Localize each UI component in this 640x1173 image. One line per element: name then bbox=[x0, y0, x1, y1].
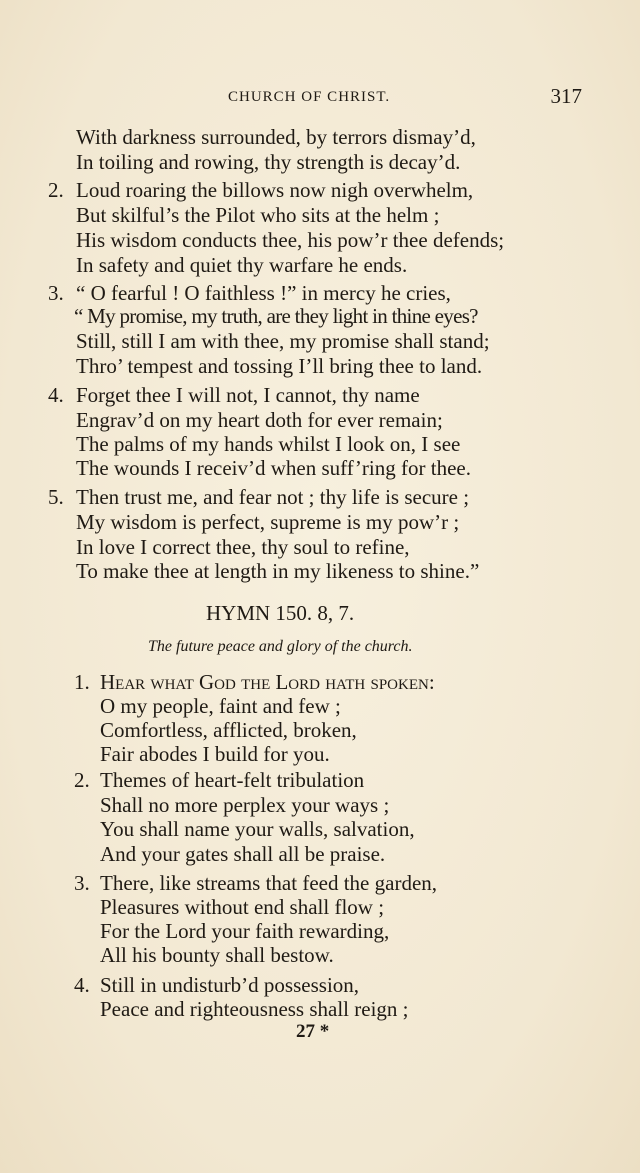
hymn150-verse-3-line-3: For the Lord your faith rewarding, bbox=[100, 919, 390, 943]
hymn149-verse-3-line-2: “ My promise, my truth, are they light in thine eyes? bbox=[74, 304, 478, 328]
hymn149-continuation-line-2: In toiling and rowing, thy strength is decay’d. bbox=[76, 150, 461, 174]
hymn150-verse-1-line-1: Hear what God the Lord hath spoken: bbox=[100, 670, 435, 694]
hymn149-verse-2-line-4: In safety and quiet thy warfare he ends. bbox=[76, 253, 408, 277]
hymn149-verse-3-line-4: Thro’ tempest and tossing I’ll bring thee to land. bbox=[76, 354, 483, 378]
hymn149-verse-5-line-2: My wisdom is perfect, supreme is my pow’r ; bbox=[76, 510, 460, 534]
hymn149-verse-3-number: 3. bbox=[48, 281, 64, 305]
hymn149-continuation-line-1: With darkness surrounded, by terrors dismay’d, bbox=[76, 125, 476, 149]
hymn149-verse-2-number: 2. bbox=[48, 178, 64, 202]
hymn150-verse-2-line-2: Shall no more perplex your ways ; bbox=[100, 793, 390, 817]
hymn149-verse-4-line-4: The wounds I receiv’d when suff’ring for thee. bbox=[76, 456, 471, 480]
signature-mark: 27 * bbox=[296, 1021, 330, 1042]
hymn150-verse-1-line-4: Fair abodes I build for you. bbox=[100, 742, 330, 766]
hymn149-verse-4-line-2: Engrav’d on my heart doth for ever remain; bbox=[76, 408, 443, 432]
hymn149-verse-2-line-3: His wisdom conducts thee, his pow’r thee defends; bbox=[76, 228, 505, 252]
hymn150-verse-1-line-2: O my people, faint and few ; bbox=[100, 694, 341, 718]
hymn149-verse-2-line-1: Loud roaring the billows now nigh overwhelm, bbox=[76, 178, 474, 202]
hymn150-verse-1-line-3: Comfortless, afflicted, broken, bbox=[100, 718, 357, 742]
hymn149-verse-4-line-3: The palms of my hands whilst I look on, I see bbox=[76, 432, 461, 456]
hymn150-verse-3-line-2: Pleasures without end shall flow ; bbox=[100, 895, 385, 919]
page-number: 317 bbox=[550, 84, 582, 108]
hymn150-verse-4-line-2: Peace and righteousness shall reign ; bbox=[100, 997, 409, 1021]
hymn149-verse-3-line-3: Still, still I am with thee, my promise shall stand; bbox=[76, 329, 490, 353]
hymn150-verse-1-number: 1. bbox=[74, 670, 90, 694]
hymn149-verse-4-line-1: Forget thee I will not, I cannot, thy name bbox=[76, 383, 420, 407]
hymn-subtitle: The future peace and glory of the church. bbox=[148, 638, 413, 655]
hymn149-verse-5-number: 5. bbox=[48, 485, 64, 509]
hymn150-verse-3-line-1: There, like streams that feed the garden, bbox=[100, 871, 438, 895]
hymn150-verse-2-line-4: And your gates shall all be praise. bbox=[100, 842, 386, 866]
hymn149-verse-5-line-1: Then trust me, and fear not ; thy life is secure ; bbox=[76, 485, 470, 509]
hymn149-verse-2-line-2: But skilful’s the Pilot who sits at the helm ; bbox=[76, 203, 440, 227]
hymn150-verse-4-number: 4. bbox=[74, 973, 90, 997]
hymn150-verse-3-line-4: All his bounty shall bestow. bbox=[100, 943, 334, 967]
page-header bbox=[0, 84, 640, 108]
hymn150-verse-2-line-1: Themes of heart-felt tribulation bbox=[100, 768, 365, 792]
hymn-title: HYMN 150. 8, 7. bbox=[206, 601, 355, 625]
hymn150-verse-3-number: 3. bbox=[74, 871, 90, 895]
hymn150-verse-2-line-3: You shall name your walls, salvation, bbox=[100, 817, 415, 841]
hymn149-verse-5-line-4: To make thee at length in my likeness to shine.” bbox=[76, 559, 480, 583]
hymn150-verse-4-line-1: Still in undisturb’d possession, bbox=[100, 973, 360, 997]
hymn149-verse-4-number: 4. bbox=[48, 383, 64, 407]
hymn149-verse-5-line-3: In love I correct thee, thy soul to refine, bbox=[76, 535, 410, 559]
running-head: CHURCH OF CHRIST. bbox=[228, 89, 391, 105]
hymn149-verse-3-line-1: “ O fearful ! O faithless !” in mercy he cries, bbox=[76, 281, 451, 305]
hymn150-verse-2-number: 2. bbox=[74, 768, 90, 792]
